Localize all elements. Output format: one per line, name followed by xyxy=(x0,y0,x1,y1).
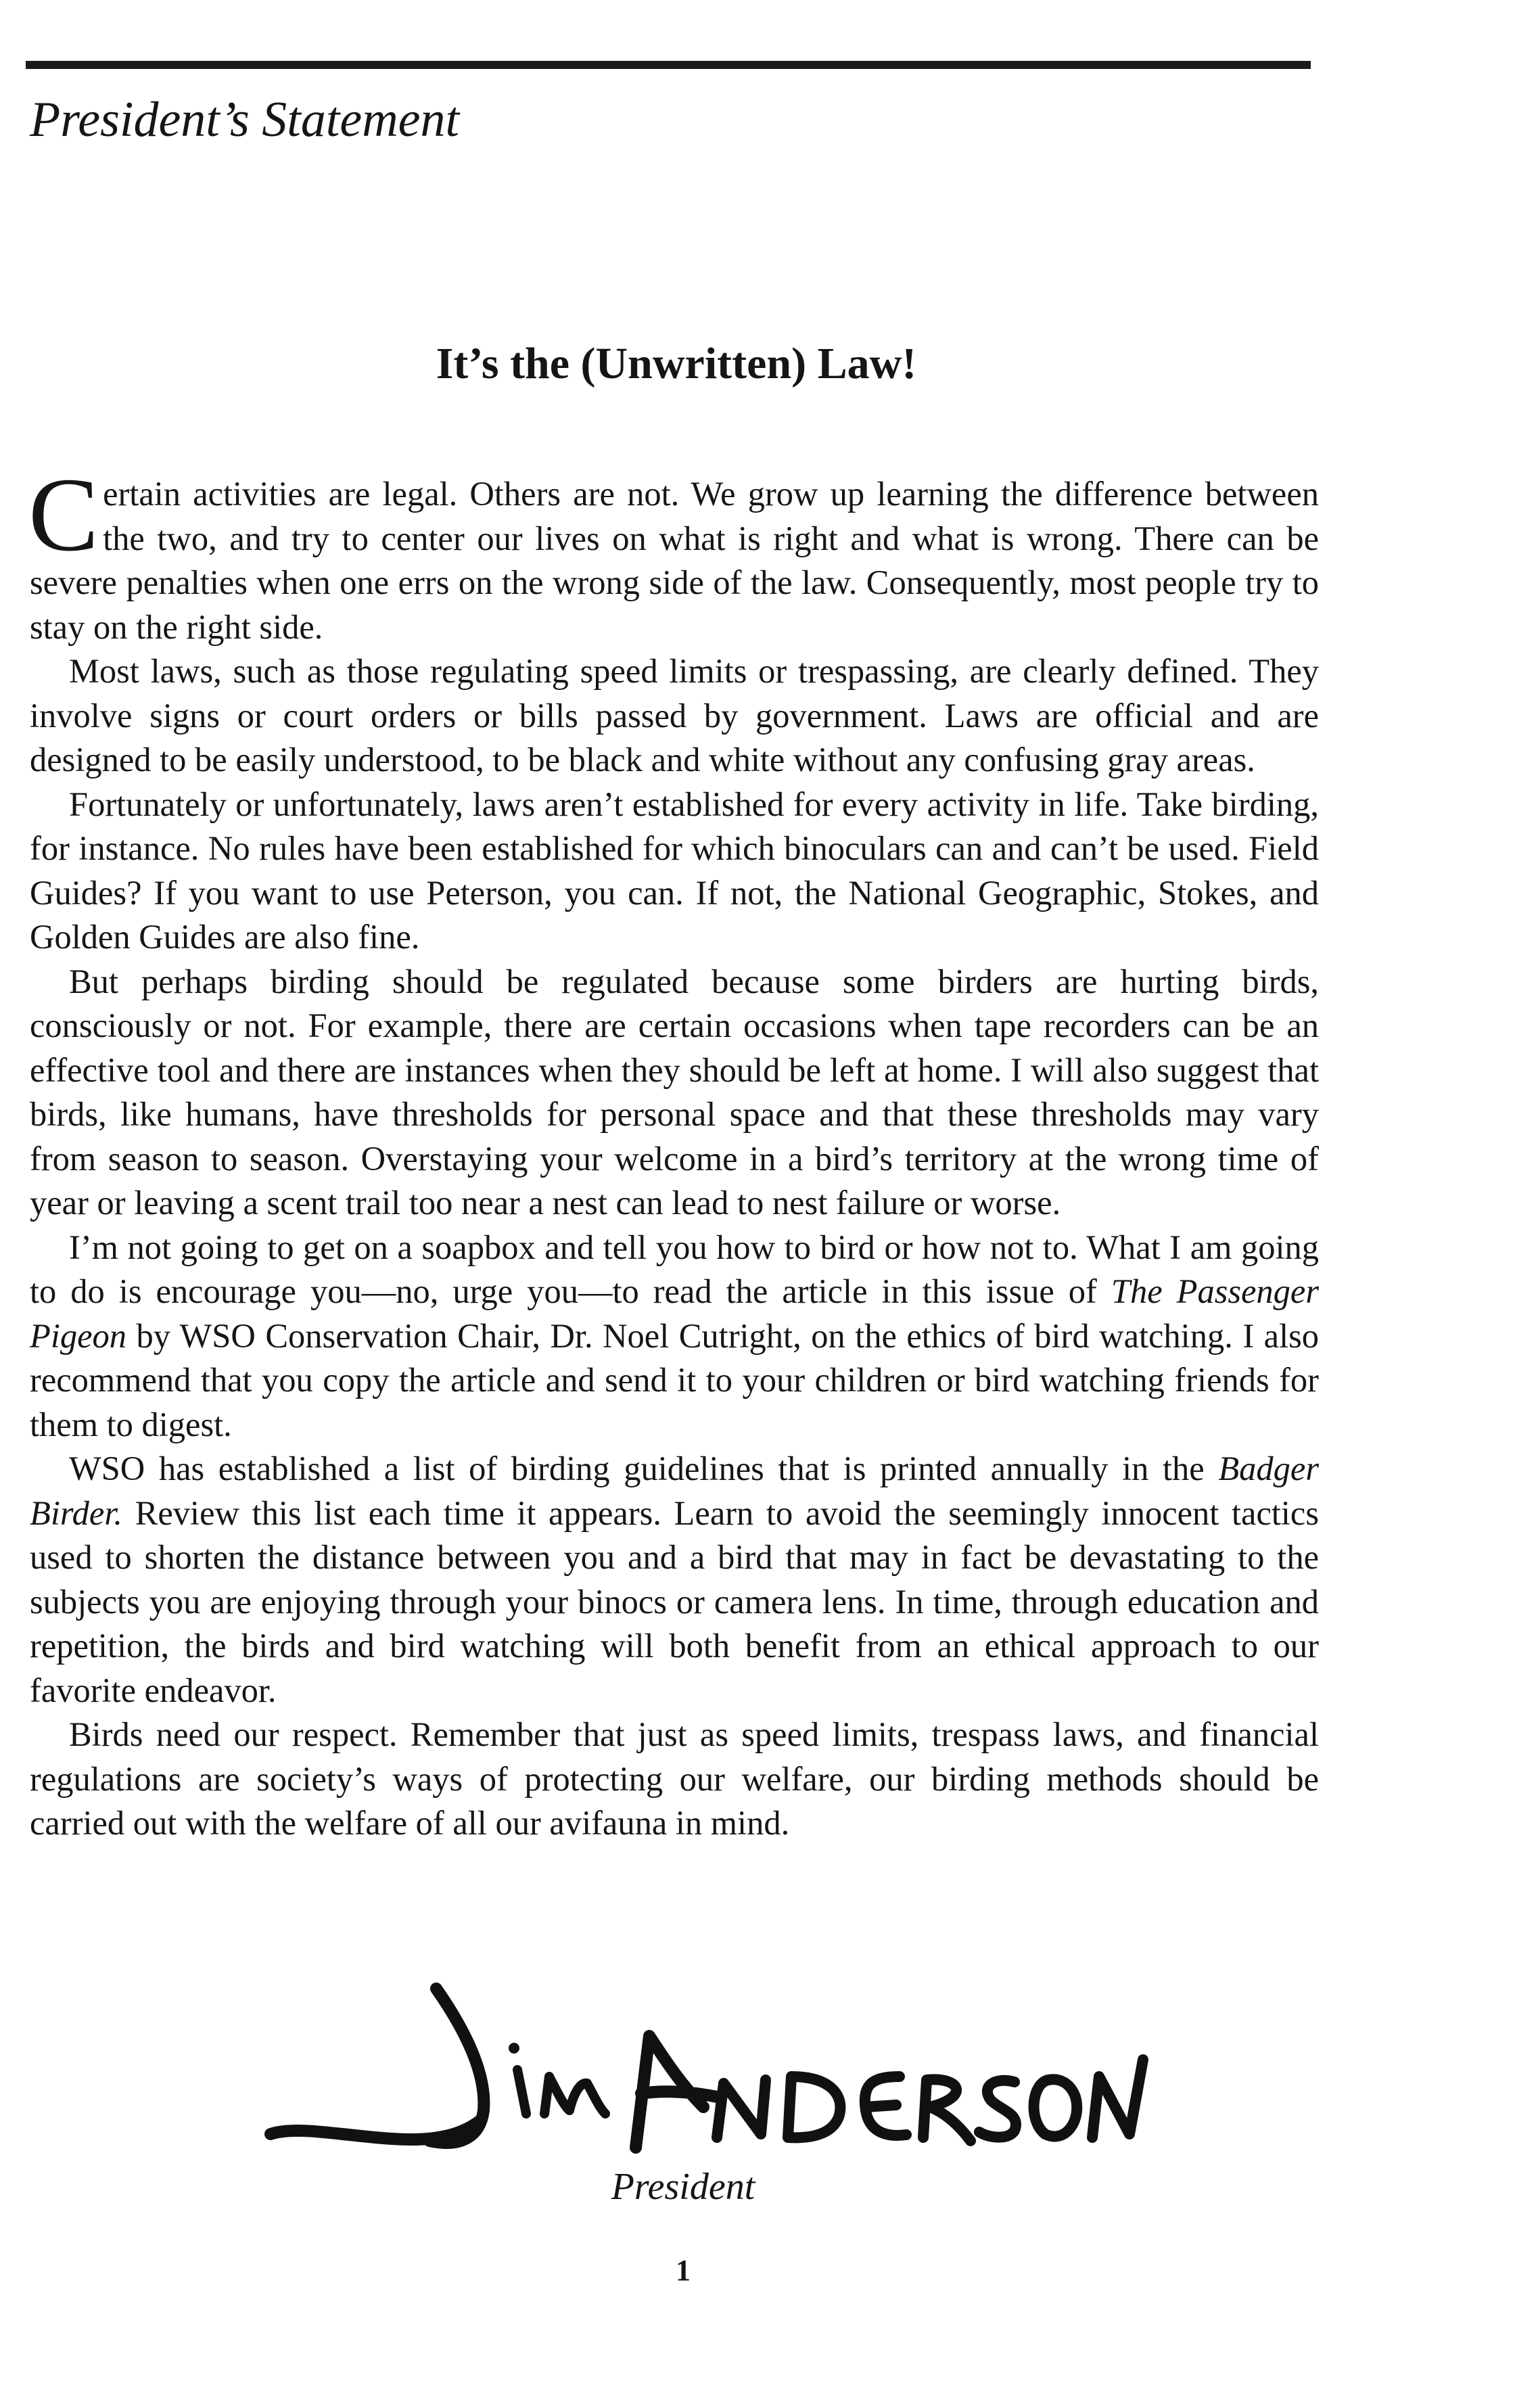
paragraph-3: Fortunately or unfortunately, laws aren’t established for every activity in life. Take birding, for instance. No rules have been established for which binoculars can and can’t be used. Field Guides? If you want to use Peterson, you can. If not, the National Geographic, Stokes, and Golden Guides are also fine. xyxy=(30,785,1319,956)
drop-cap: C xyxy=(28,456,99,573)
page-number: 1 xyxy=(676,2254,691,2287)
signer-title: President xyxy=(611,2166,755,2208)
paragraph-5-text-a: I’m not going to get on a soapbox and tell you how to bird or how not to. What I am going to do is encourage you—no, urge you—to read the article in this issue of xyxy=(30,1228,1319,1310)
journal-title: The Passenger Pigeon xyxy=(30,1272,1320,1355)
paragraph-7: Birds need our respect. Remember that just as speed limits, trespass laws, and financial regulations are society’s ways of protecting our welfare, our birding methods should be carried out with the welfare of all our avifauna in mind. xyxy=(30,1715,1319,1842)
newsletter-title: Badger Birder. xyxy=(30,1450,1319,1532)
paragraph-6-text-b: Review this list each time it appears. Learn to avoid the seemingly innocent tactics used to shorten the distance between you and a bird that may in fact be devastating to the subjects you are enjoying through your binocs or camera lens. In time, through education and repetition, the birds and bird watching will both benefit from an ethical approach to our favorite endeavor. xyxy=(30,1494,1319,1709)
paragraph-4: But perhaps birding should be regulated because some birders are hurting birds, consciously or not. For example, there are certain occasions when tape recorders can be an effective tool and there are instances when they should be left at home. I will also suggest that birds, like humans, have thresholds for personal space and that these thresholds may vary from season to season. Overstaying your welcome in a bird’s territory at the wrong time of year or leaving a scent trail too near a nest can lead to nest failure or worse. xyxy=(30,962,1319,1222)
paragraph-2: Most laws, such as those regulating speed limits or trespassing, are clearly defined. They involve signs or court orders or bills passed by government. Laws are official and are designed to be easily understood, to be black and white without any confusing gray areas. xyxy=(30,652,1319,779)
section-label: President’s Statement xyxy=(30,92,460,147)
header-rule xyxy=(26,61,1311,69)
paragraph-1-text: ertain activities are legal. Others are not. We grow up learning the difference between the two, and try to center our lives on what is right and what is wrong. There can be severe penalties when one errs on the wrong side of the law. Consequently, most people try to stay on the right side. xyxy=(30,475,1319,646)
paragraph-1 xyxy=(28,456,1319,649)
paragraph-5 xyxy=(30,1226,1319,1448)
paragraph-5-text-b: by WSO Conservation Chair, Dr. Noel Cutright, on the ethics of bird watching. I also recommend that you copy the article and send it to your children or bird watching friends for them to digest. xyxy=(30,1316,1319,1443)
handwritten-signature xyxy=(257,1975,1163,2192)
paragraph-6 xyxy=(30,1447,1319,1713)
paragraph-6-text-a: WSO has established a list of birding guidelines that is printed annually in the xyxy=(69,1450,1219,1487)
article-title: It’s the (Unwritten) Law! xyxy=(436,339,917,388)
article-body xyxy=(28,456,1320,1846)
